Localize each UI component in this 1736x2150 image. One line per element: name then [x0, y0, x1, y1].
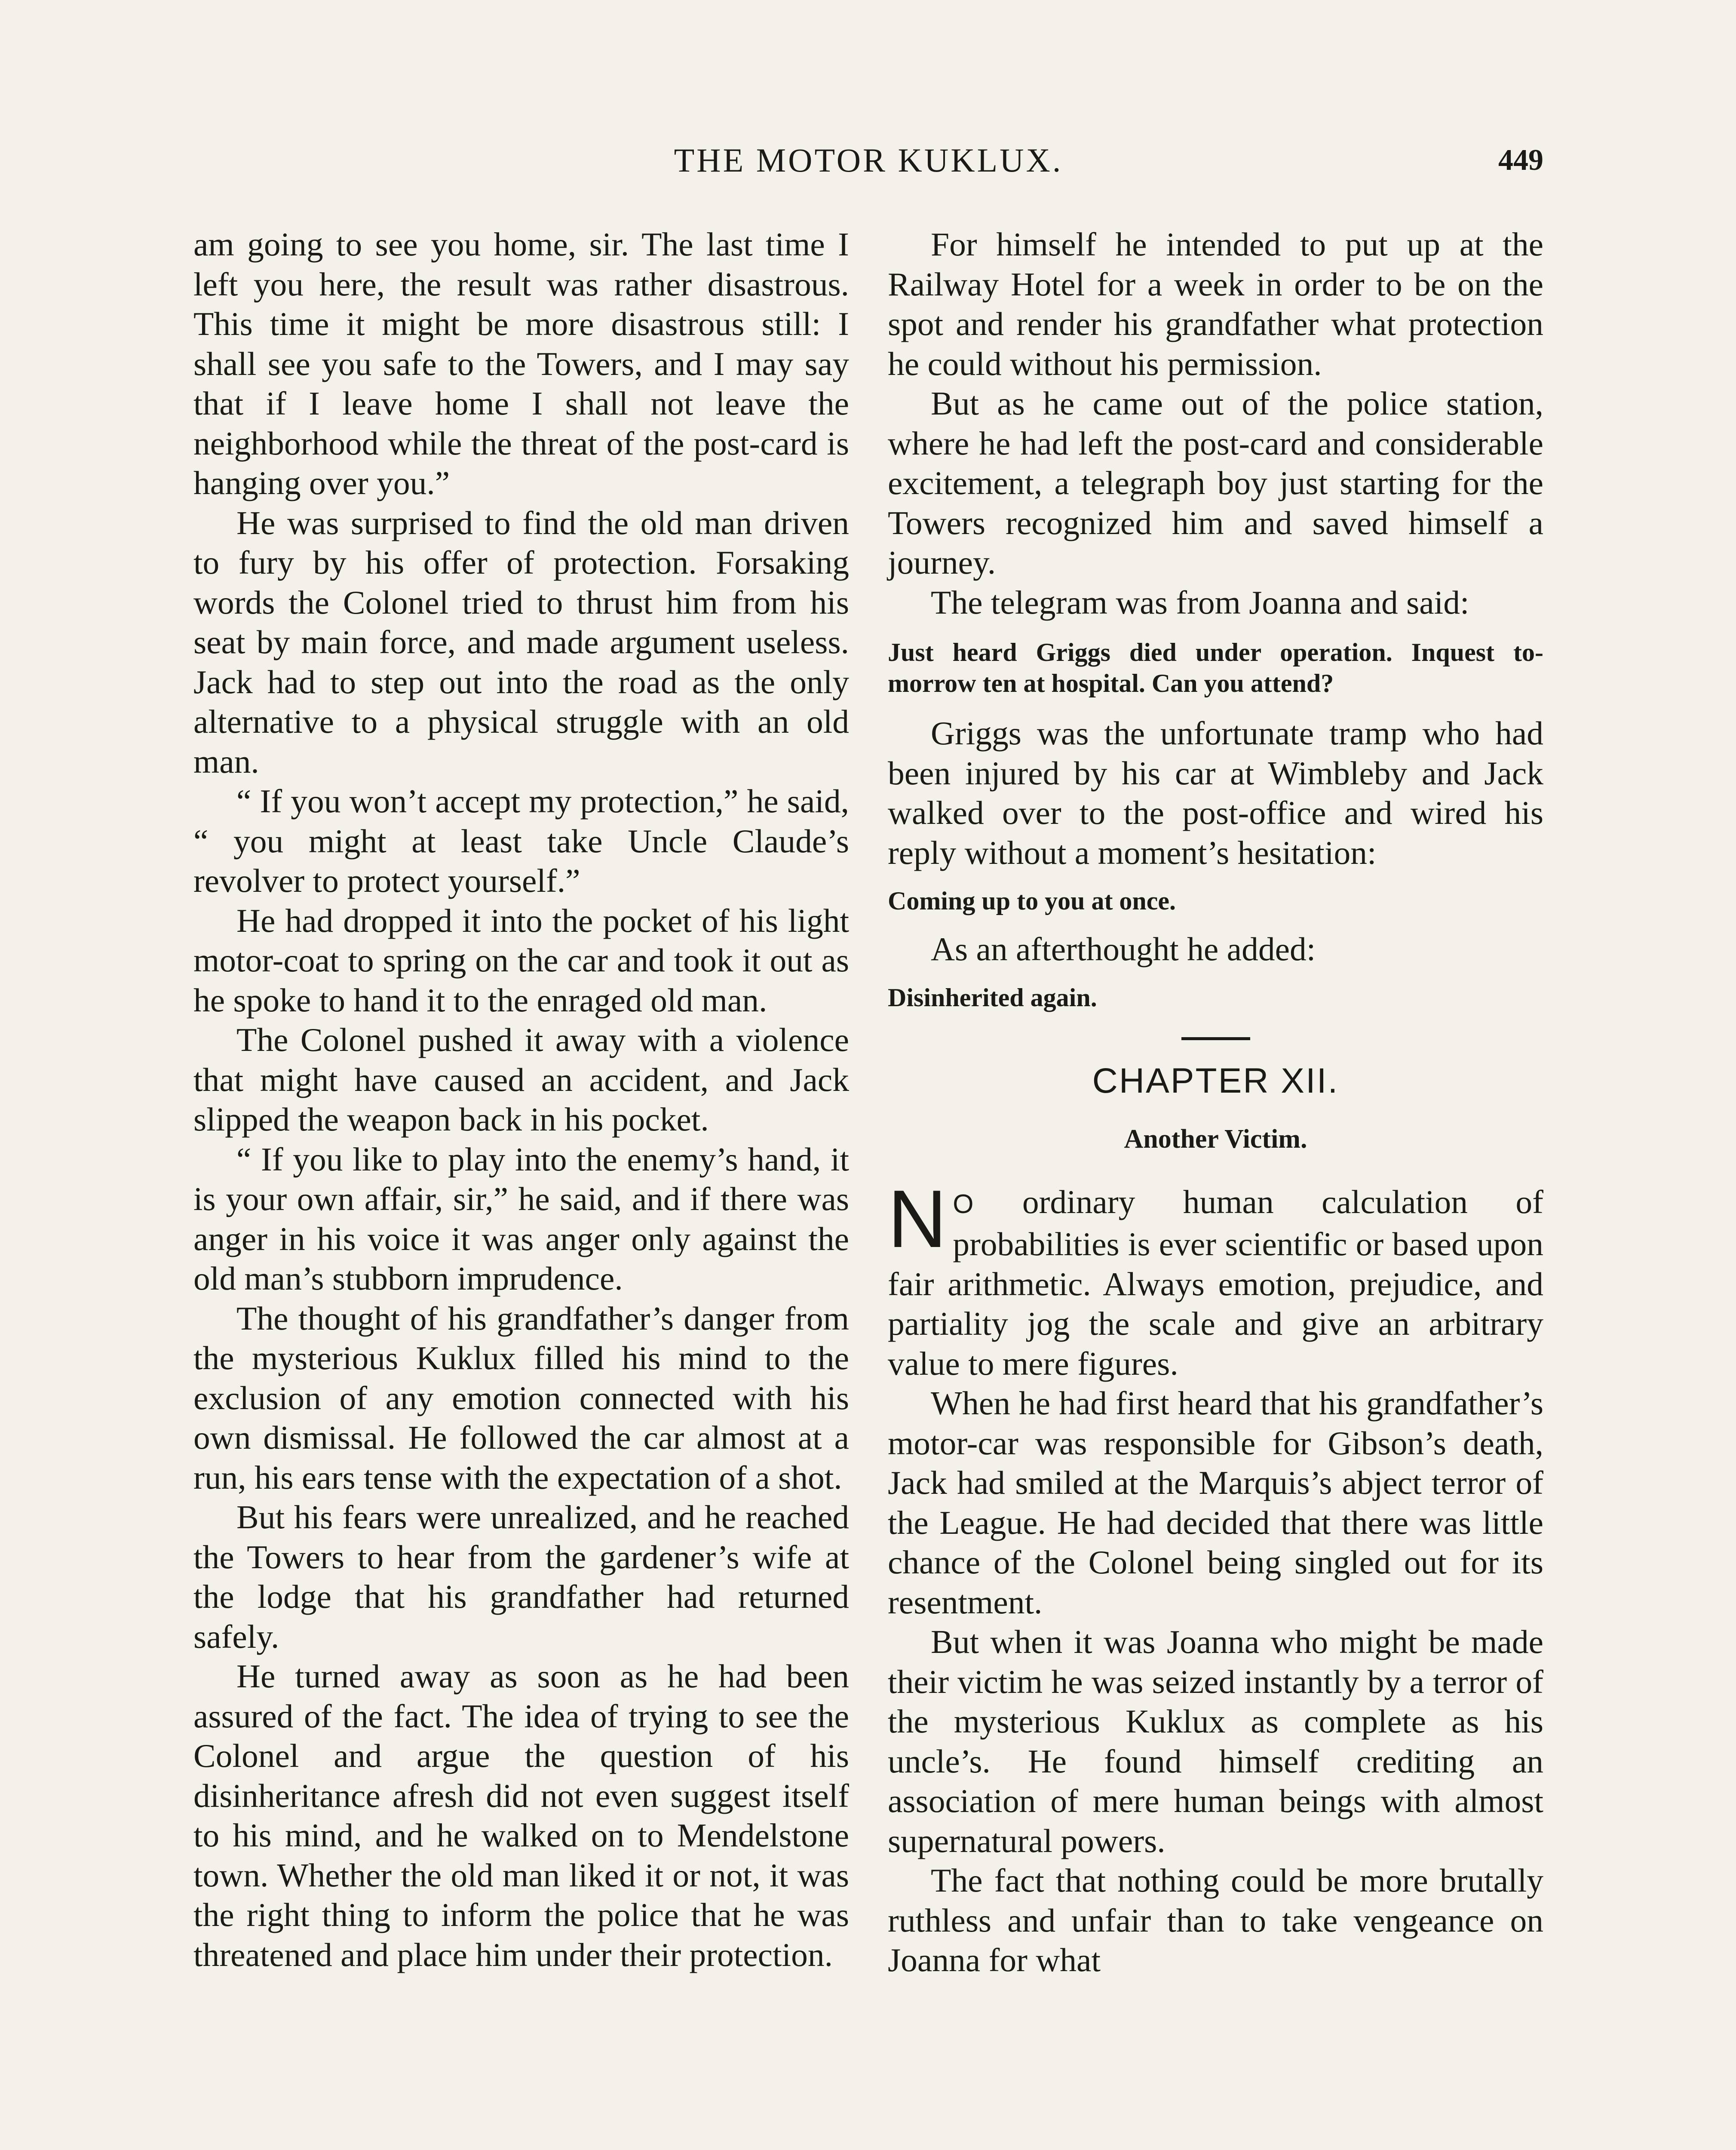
section-divider	[1181, 1037, 1250, 1040]
right-column	[888, 224, 1543, 1980]
opening-text: ordinary human calculation of probabilities is ever scientific or based upon fair arithmetic. Always emotion, prejudice, and partiality jog the scale and give an arbitrary value to mere figures.	[888, 1183, 1543, 1382]
telegram-text: Just heard Griggs died under operation. Inquest to-morrow ten at hospital. Can you attend?	[888, 638, 1543, 697]
chapter-number: CHAPTER XII.	[1092, 1061, 1339, 1100]
chapter-opening-paragraph	[888, 1173, 1543, 1384]
paragraph: As an afterthought he added:	[931, 931, 1316, 968]
paragraph: He turned away as soon as he had been assured of the fact. The idea of trying to see the Colonel and argue the question of his disinheritance afresh did not even suggest itself to his mind, and he walked on to Mendelstone town. Whether the old man liked it or not, it was the right thing to inform the police that he was threatened and place him under their protection.	[193, 1658, 849, 1973]
paragraph: am going to see you home, sir. The last time I left you here, the result was rather disastrous. This time it might be more disastrous still: I shall see you safe to the Towers, and I may say that if I leave home I shall not leave the neighborhood while the threat of the post-card is hanging over you.”	[193, 226, 849, 501]
chapter-title: Another Victim.	[1124, 1124, 1307, 1154]
paragraph: But as he came out of the police station, where he had left the post-card and considerable excitement, a telegraph boy just starting for the Towers recognized him and saved himself a journey.	[888, 385, 1543, 581]
paragraph: The fact that nothing could be more brutally ruthless and unfair than to take vengeance on Joanna for what	[888, 1862, 1543, 1978]
paragraph: “ If you like to play into the enemy’s hand, it is your own affair, sir,” he said, and if there was anger in his voice it was anger only against the old man’s stubborn imprudence.	[193, 1140, 849, 1297]
paragraph: For himself he intended to put up at the Railway Hotel for a week in order to be on the spot and render his grandfather what protection he could without his permission.	[888, 226, 1543, 382]
telegram-reply: Coming up to you at once.	[888, 887, 1176, 915]
paragraph: But his fears were unrealized, and he reached the Towers to hear from the gardener’s wife at the lodge that his grandfather had returned safely.	[193, 1499, 849, 1655]
drop-cap-rest: O	[953, 1189, 975, 1219]
paragraph: When he had first heard that his grandfather’s motor-car was responsible for Gibson’s death, Jack had smiled at the Marquis’s abject terror of the League. He had decided that there was little chance of the Colonel being singled out for its resentment.	[888, 1385, 1543, 1621]
drop-cap: N	[888, 1173, 947, 1265]
paragraph: He was surprised to find the old man driven to fury by his offer of protection. Forsaking words the Colonel tried to thrust him from his seat by main force, and made argument useless. Jack had to step out into the road as the only alternative to a physical struggle with an old man.	[193, 504, 849, 780]
running-head	[193, 137, 1543, 184]
paragraph: The thought of his grandfather’s danger from the mysterious Kuklux filled his mind to the exclusion of any emotion connected with his own dismissal. He followed the car almost at a run, his ears tense with the expectation of a shot.	[193, 1299, 849, 1496]
paragraph: But when it was Joanna who might be made their victim he was seized instantly by a terror of the mysterious Kuklux as complete as his uncle’s. He found himself crediting an association of mere human beings with almost supernatural powers.	[888, 1623, 1543, 1859]
paragraph: The telegram was from Joanna and said:	[931, 584, 1469, 621]
page-number: 449	[1498, 144, 1543, 177]
paragraph: Griggs was the unfortunate tramp who had been injured by his car at Wimbleby and Jack walked over to the post-office and wired his reply without a moment’s hesitation:	[888, 715, 1543, 871]
paragraph: The Colonel pushed it away with a violence that might have caused an accident, and Jack slipped the weapon back in his pocket.	[193, 1021, 849, 1138]
left-column	[193, 224, 849, 1975]
telegram-addition: Disinherited again.	[888, 983, 1097, 1012]
running-title: THE MOTOR KUKLUX.	[674, 141, 1063, 179]
paragraph: He had dropped it into the pocket of his light motor-coat to spring on the car and took it out as he spoke to hand it to the enraged old man.	[193, 902, 849, 1019]
paragraph: “ If you won’t accept my protection,” he said, “ you might at least take Uncle Claude’s revolver to protect yourself.”	[193, 783, 849, 899]
